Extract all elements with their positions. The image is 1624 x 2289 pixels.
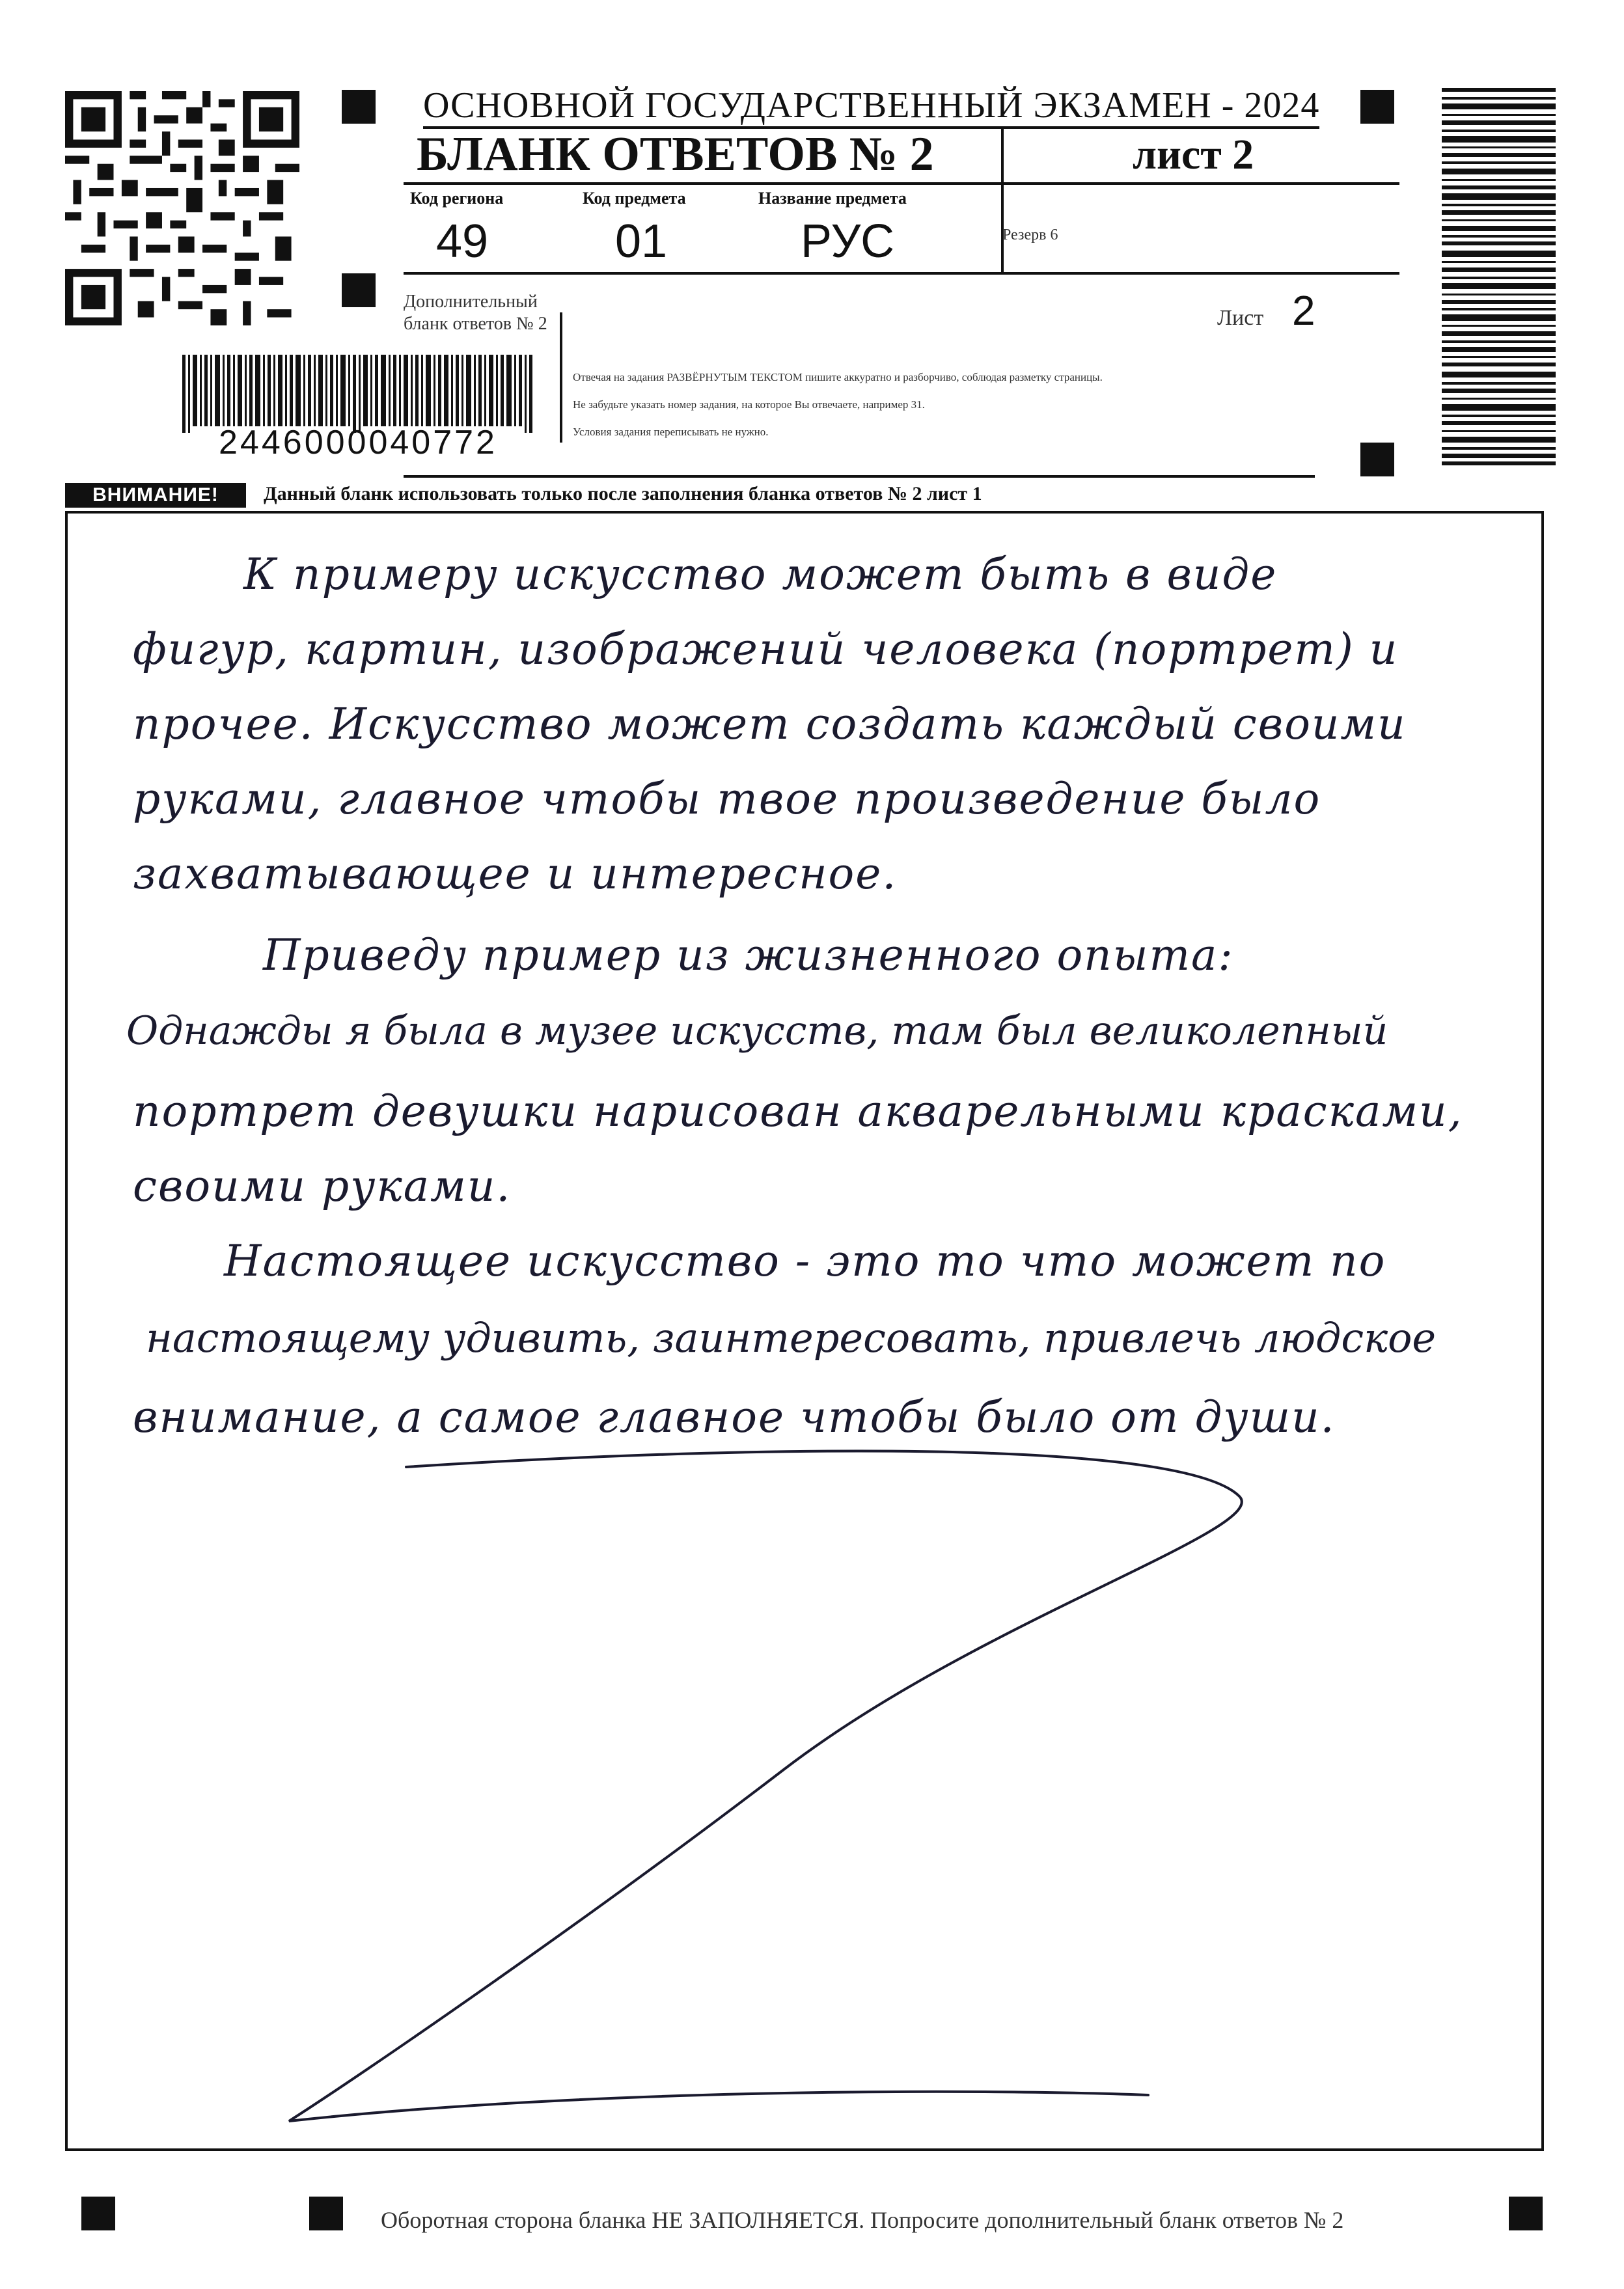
registration-marker bbox=[81, 2197, 115, 2230]
region-code: 49 bbox=[436, 215, 489, 267]
vertical-barcode bbox=[1442, 88, 1556, 465]
horizontal-barcode bbox=[182, 355, 534, 433]
header-divider bbox=[1001, 127, 1004, 273]
footer-text: Оборотная сторона бланка НЕ ЗАПОЛНЯЕТСЯ. Попросите дополнительный бланк ответов № 2 bbox=[381, 2207, 1344, 2233]
additional-form-label: Дополнительный bbox=[404, 292, 538, 312]
handwritten-line: К примеру искусство может быть в виде bbox=[243, 549, 1278, 599]
subject-code-label: Код предмета bbox=[583, 189, 686, 208]
registration-marker bbox=[1360, 90, 1394, 124]
sheet-label: лист 2 bbox=[1133, 131, 1254, 178]
handwritten-line: внимание, а самое главное чтобы было от души. bbox=[133, 1392, 1336, 1442]
header-divider bbox=[404, 182, 1399, 185]
sheet-number: 2 bbox=[1292, 287, 1315, 334]
handwritten-line: фигур, картин, изображений человека (портрет) и bbox=[133, 624, 1399, 674]
attention-text: Данный бланк использовать только после заполнения бланка ответов № 2 лист 1 bbox=[264, 483, 982, 504]
subject-code: 01 bbox=[615, 215, 668, 267]
reserve-field: Резерв 6 bbox=[1002, 226, 1058, 243]
additional-form-label: бланк ответов № 2 bbox=[404, 314, 547, 334]
handwritten-line: Однажды я была в музее искусств, там был великолепный bbox=[126, 1008, 1388, 1054]
handwritten-line: портрет девушки нарисован акварельными красками, bbox=[133, 1086, 1463, 1136]
subject-name: РУС bbox=[801, 215, 895, 267]
subject-name-label: Название предмета bbox=[758, 189, 907, 208]
z-strike-mark bbox=[68, 514, 1541, 2148]
handwritten-line: настоящему удивить, заинтересовать, привлечь людское bbox=[146, 1314, 1437, 1362]
qr-code bbox=[65, 91, 299, 325]
barcode-number: 2446000040772 bbox=[219, 424, 497, 461]
answer-area[interactable] bbox=[65, 511, 1544, 2151]
attention-badge: ВНИМАНИЕ! bbox=[65, 483, 246, 508]
header-divider bbox=[404, 272, 1399, 275]
registration-marker bbox=[309, 2197, 343, 2230]
handwritten-line: Настоящее искусство - это то что может по bbox=[224, 1236, 1386, 1286]
instruction-line: Не забудьте указать номер задания, на которое Вы отвечаете, например 31. bbox=[573, 398, 925, 411]
instruction-line: Отвечая на задания РАЗВЁРНУТЫМ ТЕКСТОМ пишите аккуратно и разборчиво, соблюдая разметку страницы. bbox=[573, 371, 1103, 383]
handwritten-line: прочее. Искусство может создать каждый своими bbox=[133, 699, 1407, 749]
form-title: БЛАНК ОТВЕТОВ № 2 bbox=[417, 128, 934, 181]
header-divider bbox=[404, 475, 1315, 478]
handwritten-line: руками, главное чтобы твое произведение было bbox=[133, 774, 1321, 824]
header-divider bbox=[560, 312, 562, 443]
registration-marker bbox=[1509, 2197, 1543, 2230]
exam-title: ОСНОВНОЙ ГОСУДАРСТВЕННЫЙ ЭКЗАМЕН - 2024 bbox=[423, 85, 1319, 129]
registration-marker bbox=[342, 90, 376, 124]
registration-marker bbox=[342, 273, 376, 307]
registration-marker bbox=[1360, 443, 1394, 476]
handwritten-line: захватывающее и интересное. bbox=[133, 849, 898, 899]
region-code-label: Код региона bbox=[410, 189, 504, 208]
handwritten-line: Приведу пример из жизненного опыта: bbox=[263, 930, 1234, 980]
handwritten-line: своими руками. bbox=[133, 1161, 512, 1211]
sheet-number-label: Лист bbox=[1217, 306, 1264, 330]
instruction-line: Условия задания переписывать не нужно. bbox=[573, 426, 769, 438]
